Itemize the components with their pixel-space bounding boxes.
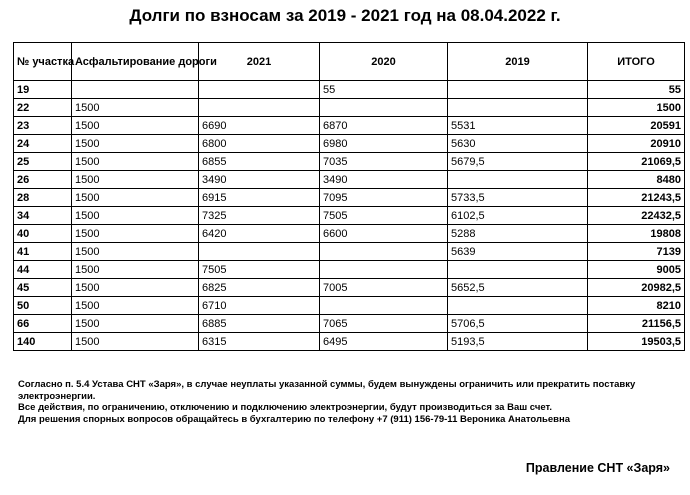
cell-2019 xyxy=(448,261,588,279)
cell-2021: 6710 xyxy=(199,297,320,315)
cell-total: 20591 xyxy=(588,117,685,135)
table-row xyxy=(14,135,685,153)
cell-total: 9005 xyxy=(588,261,685,279)
header-2020: 2020 xyxy=(320,43,448,81)
cell-plot-number: 26 xyxy=(14,171,72,189)
cell-asphalt: 1500 xyxy=(72,153,199,171)
cell-plot-number: 25 xyxy=(14,153,72,171)
cell-2020: 3490 xyxy=(320,171,448,189)
cell-total: 22432,5 xyxy=(588,207,685,225)
cell-2021: 6855 xyxy=(199,153,320,171)
table-row xyxy=(14,297,685,315)
cell-asphalt: 1500 xyxy=(72,99,199,117)
cell-plot-number: 40 xyxy=(14,225,72,243)
cell-2020 xyxy=(320,243,448,261)
table-row xyxy=(14,81,685,99)
cell-total: 8480 xyxy=(588,171,685,189)
table-row xyxy=(14,243,685,261)
cell-asphalt: 1500 xyxy=(72,225,199,243)
cell-2019: 5288 xyxy=(448,225,588,243)
cell-2019 xyxy=(448,171,588,189)
notes-block xyxy=(18,379,683,425)
cell-2020: 6495 xyxy=(320,333,448,351)
cell-2019: 5630 xyxy=(448,135,588,153)
header-plot-number: № участка xyxy=(14,43,72,81)
cell-2021: 6915 xyxy=(199,189,320,207)
cell-asphalt: 1500 xyxy=(72,333,199,351)
cell-asphalt: 1500 xyxy=(72,189,199,207)
cell-plot-number: 22 xyxy=(14,99,72,117)
cell-2021 xyxy=(199,81,320,99)
cell-asphalt: 1500 xyxy=(72,279,199,297)
table-row xyxy=(14,333,685,351)
cell-asphalt xyxy=(72,81,199,99)
cell-plot-number: 45 xyxy=(14,279,72,297)
cell-plot-number: 28 xyxy=(14,189,72,207)
cell-2020 xyxy=(320,99,448,117)
cell-total: 8210 xyxy=(588,297,685,315)
cell-total: 1500 xyxy=(588,99,685,117)
cell-total: 20910 xyxy=(588,135,685,153)
cell-asphalt: 1500 xyxy=(72,243,199,261)
cell-asphalt: 1500 xyxy=(72,135,199,153)
cell-2021: 6420 xyxy=(199,225,320,243)
cell-2020: 7095 xyxy=(320,189,448,207)
cell-2019 xyxy=(448,81,588,99)
cell-2021: 6800 xyxy=(199,135,320,153)
cell-2019: 5679,5 xyxy=(448,153,588,171)
cell-total: 19808 xyxy=(588,225,685,243)
cell-plot-number: 44 xyxy=(14,261,72,279)
cell-2021: 6885 xyxy=(199,315,320,333)
header-asphalt: Асфальтирование дороги xyxy=(72,43,199,81)
cell-plot-number: 23 xyxy=(14,117,72,135)
cell-2019: 5706,5 xyxy=(448,315,588,333)
table-header-row xyxy=(14,43,685,81)
cell-2020: 7005 xyxy=(320,279,448,297)
cell-2021: 6825 xyxy=(199,279,320,297)
cell-2020 xyxy=(320,261,448,279)
cell-2021 xyxy=(199,99,320,117)
cell-plot-number: 19 xyxy=(14,81,72,99)
cell-asphalt: 1500 xyxy=(72,117,199,135)
cell-asphalt: 1500 xyxy=(72,171,199,189)
header-total: ИТОГО xyxy=(588,43,685,81)
note-warning: Согласно п. 5.4 Устава СНТ «Заря», в случае неуплаты указанной суммы, будем вынуждены ограничить или прекратить поставку электроэнергии. xyxy=(18,379,636,402)
cell-2020: 7065 xyxy=(320,315,448,333)
cell-plot-number: 34 xyxy=(14,207,72,225)
debts-table xyxy=(13,42,685,351)
cell-total: 7139 xyxy=(588,243,685,261)
cell-2021: 7505 xyxy=(199,261,320,279)
cell-2019: 5531 xyxy=(448,117,588,135)
cell-2019: 5193,5 xyxy=(448,333,588,351)
cell-2020: 7035 xyxy=(320,153,448,171)
cell-asphalt: 1500 xyxy=(72,297,199,315)
cell-2021: 6690 xyxy=(199,117,320,135)
table-row xyxy=(14,279,685,297)
cell-asphalt: 1500 xyxy=(72,315,199,333)
header-2019: 2019 xyxy=(448,43,588,81)
table-row xyxy=(14,117,685,135)
cell-asphalt: 1500 xyxy=(72,207,199,225)
cell-2020: 6980 xyxy=(320,135,448,153)
header-2021: 2021 xyxy=(199,43,320,81)
cell-2019 xyxy=(448,99,588,117)
cell-total: 20982,5 xyxy=(588,279,685,297)
table-row xyxy=(14,189,685,207)
table-row xyxy=(14,171,685,189)
cell-2020: 55 xyxy=(320,81,448,99)
cell-2021: 3490 xyxy=(199,171,320,189)
cell-plot-number: 24 xyxy=(14,135,72,153)
cell-plot-number: 41 xyxy=(14,243,72,261)
table-row xyxy=(14,261,685,279)
cell-total: 55 xyxy=(588,81,685,99)
cell-2020 xyxy=(320,297,448,315)
cell-2019: 6102,5 xyxy=(448,207,588,225)
page-title: Долги по взносам за 2019 - 2021 год на 08.04.2022 г. xyxy=(129,6,561,25)
cell-total: 19503,5 xyxy=(588,333,685,351)
cell-plot-number: 140 xyxy=(14,333,72,351)
cell-2020: 6870 xyxy=(320,117,448,135)
table-row xyxy=(14,153,685,171)
cell-2020: 7505 xyxy=(320,207,448,225)
note-cost: Все действия, по ограничению, отключению и подключению электроэнергии, будут производиться за Ваш счет. xyxy=(18,402,552,413)
cell-total: 21156,5 xyxy=(588,315,685,333)
cell-2019: 5639 xyxy=(448,243,588,261)
table-row xyxy=(14,207,685,225)
table-row xyxy=(14,315,685,333)
cell-2020: 6600 xyxy=(320,225,448,243)
signature: Правление СНТ «Заря» xyxy=(525,461,670,475)
cell-2019: 5652,5 xyxy=(448,279,588,297)
cell-plot-number: 50 xyxy=(14,297,72,315)
cell-total: 21243,5 xyxy=(588,189,685,207)
cell-2019: 5733,5 xyxy=(448,189,588,207)
cell-2021 xyxy=(199,243,320,261)
table-row xyxy=(14,99,685,117)
cell-2021: 6315 xyxy=(199,333,320,351)
cell-2021: 7325 xyxy=(199,207,320,225)
cell-plot-number: 66 xyxy=(14,315,72,333)
debts-table-body xyxy=(14,81,685,351)
cell-2019 xyxy=(448,297,588,315)
cell-asphalt: 1500 xyxy=(72,261,199,279)
cell-total: 21069,5 xyxy=(588,153,685,171)
note-contact: Для решения спорных вопросов обращайтесь в бухгалтерию по телефону +7 (911) 156-79-11 Вероника Анатольевна xyxy=(18,413,570,425)
table-row xyxy=(14,225,685,243)
